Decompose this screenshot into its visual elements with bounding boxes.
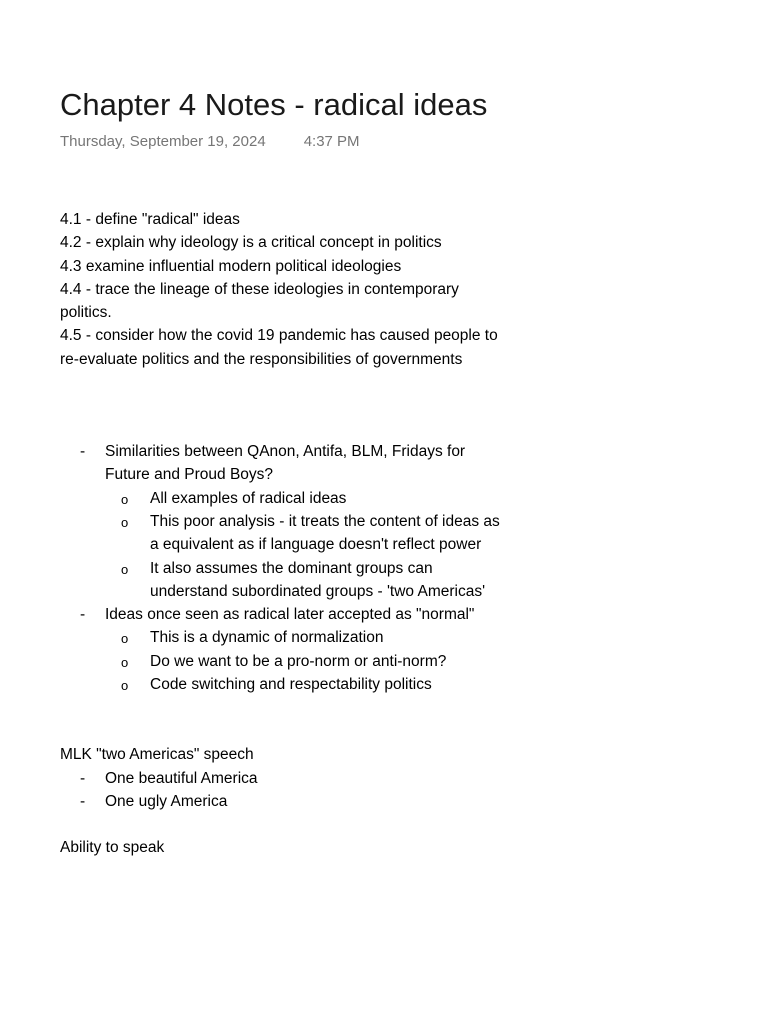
outline-item-text: Ideas once seen as radical later accepted as "normal"	[105, 606, 475, 624]
outline-subitem	[60, 673, 510, 696]
note-page	[60, 84, 510, 860]
circle-bullet: o	[121, 631, 129, 647]
objective-item: 4.4 - trace the lineage of these ideologies in contemporary politics.	[60, 280, 459, 322]
objective-item: 4.2 - explain why ideology is a critical concept in politics	[60, 234, 442, 252]
outline-subitem-text: This poor analysis - it treats the content of ideas as a equivalent as if language doesn't reflect power	[150, 512, 500, 554]
circle-bullet: o	[121, 514, 129, 530]
circle-bullet: o	[121, 678, 129, 694]
circle-bullet: o	[121, 561, 129, 577]
dash-bullet: -	[80, 792, 86, 810]
objective-item: 4.1 - define "radical" ideas	[60, 211, 240, 228]
circle-bullet: o	[121, 654, 129, 670]
page-title: Chapter 4 Notes - radical ideas	[60, 87, 488, 122]
dash-bullet: -	[80, 606, 86, 624]
outline-subitem-text: It also assumes the dominant groups can understand subordinated groups - 'two Americas'	[150, 559, 486, 600]
note-meta	[60, 131, 510, 153]
outline-list	[60, 440, 510, 696]
closing-line: Ability to speak	[60, 839, 165, 857]
outline-subitem	[60, 626, 510, 649]
outline-subitem-text: All examples of radical ideas	[150, 489, 347, 507]
dash-bullet: -	[80, 443, 86, 461]
mlk-item	[60, 767, 510, 790]
mlk-heading: MLK "two Americas" speech	[60, 746, 254, 764]
outline-subitem-text: This is a dynamic of normalization	[150, 629, 384, 647]
outline-subitem-text: Do we want to be a pro-norm or anti-norm?	[150, 652, 447, 670]
outline-item-text: Similarities between QAnon, Antifa, BLM, Fridays for Future and Proud Boys?	[105, 443, 466, 484]
note-time: 4:37 PM	[303, 133, 360, 150]
mlk-item-text: One beautiful America	[105, 769, 258, 787]
objectives-list	[60, 208, 510, 371]
outline-item	[60, 603, 510, 626]
mlk-section	[60, 743, 510, 813]
dash-bullet: -	[80, 769, 86, 787]
mlk-item	[60, 790, 510, 813]
circle-bullet: o	[121, 491, 129, 507]
note-date: Thursday, September 19, 2024	[60, 133, 266, 150]
objective-item: 4.3 examine influential modern political ideologies	[60, 257, 402, 275]
mlk-item-text: One ugly America	[105, 792, 228, 810]
outline-subitem	[60, 510, 510, 557]
outline-subitem-text: Code switching and respectability politics	[150, 676, 432, 694]
outline-subitem	[60, 650, 510, 673]
objective-item: 4.5 - consider how the covid 19 pandemic has caused people to re-evaluate politics and the responsibilities of governments	[60, 327, 498, 368]
outline-subitem	[60, 487, 510, 510]
outline-item	[60, 440, 510, 487]
outline-subitem	[60, 557, 510, 604]
